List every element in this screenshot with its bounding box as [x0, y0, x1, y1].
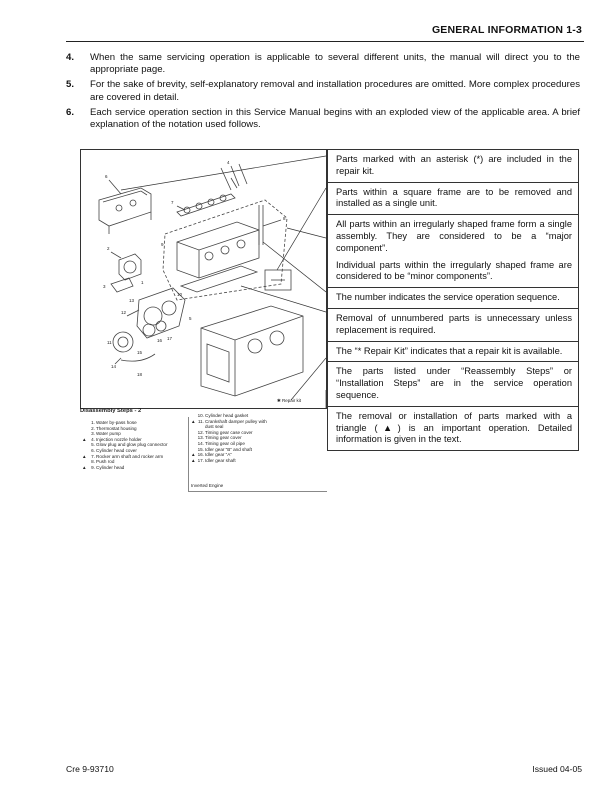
step-text: Water by-pass hose [96, 420, 137, 425]
steps-column-1 [82, 420, 192, 470]
exploded-view-figure [80, 149, 327, 409]
steps-bottom-rule [188, 491, 327, 492]
list-item [66, 107, 580, 131]
list-item-number: 4. [66, 52, 75, 63]
step-number: 4. [91, 436, 95, 442]
caption-reassembly-steps [328, 362, 578, 406]
step-text: Water pump [96, 431, 121, 437]
caption-irregular-frame [328, 215, 578, 288]
part-number-label: 6 [105, 174, 108, 179]
step-number: 17. [197, 457, 204, 463]
step-number: 3. [91, 431, 95, 437]
part-number-label: 17 [167, 336, 173, 341]
step-text: Idler gear “A” [205, 452, 232, 458]
caption-repair-kit-label [328, 342, 578, 363]
steps-divider [188, 417, 189, 491]
part-number-label: 3 [103, 284, 106, 289]
triangle-mark: ▲ [82, 436, 87, 442]
step-number: 16. [197, 452, 204, 458]
step-number: 7. [91, 453, 95, 459]
caption-text: Parts marked with an asterisk (*) are included in the repair kit. [336, 154, 572, 176]
step-number: 12. [197, 429, 204, 435]
part-number-label: 12 [121, 310, 127, 315]
caption-text: The “* Repair Kit” indicates that a repair kit is available. [336, 345, 563, 356]
part-number-label: 2 [107, 246, 110, 251]
page-header-title: GENERAL INFORMATION 1-3 [431, 24, 582, 36]
part-number-label: 15 [137, 350, 143, 355]
notation-captions [327, 149, 579, 451]
caption-square-frame [328, 183, 578, 216]
step-text: Cylinder head [96, 464, 125, 470]
step-text: Glow plug and glow plug connector [96, 442, 168, 448]
step-number: 9. [91, 464, 95, 470]
footer-doc-code: Cre 9-93710 [66, 764, 114, 774]
disassembly-steps [80, 409, 327, 491]
triangle-mark: ▲ [82, 453, 87, 459]
step-text: Idler gear shaft [205, 457, 236, 463]
caption-text: Individual parts within the irregularly shaped frame are considered to be “minor components”. [336, 259, 572, 282]
header-rule [66, 41, 584, 42]
steps-note: Inverted Engine [191, 483, 224, 488]
step-text: Push rod [96, 459, 115, 465]
part-number-label: 10 [177, 292, 183, 297]
part-number-label: 16 [157, 338, 163, 343]
part-number-label: 8 [283, 216, 286, 221]
step-number: 15. [197, 446, 204, 452]
step-text: Timing gear case cover [205, 429, 253, 435]
repair-kit-label: ✱ Repair kit [277, 398, 302, 403]
steps-title: Disassembly Steps - 2 [80, 408, 142, 414]
list-item [66, 52, 580, 76]
caption-text: The removal or installation of parts marked with a triangle (▲) is an important operation. Detailed information is given in the text. [336, 410, 572, 445]
triangle-mark: ▲ [191, 418, 196, 424]
triangle-mark: ▲ [191, 452, 196, 458]
caption-sequence-number [328, 288, 578, 309]
step-number: 1. [91, 420, 95, 425]
list-item-number: 5. [66, 79, 75, 91]
step-number: 8. [91, 459, 95, 465]
triangle-mark: ▲ [191, 457, 196, 463]
part-number-label: 5 [189, 316, 192, 321]
part-number-label: 13 [129, 298, 135, 303]
list-item [66, 79, 580, 103]
caption-text: The parts listed under “Reassembly Steps” or “Installation Steps” are in the service operation sequence. [336, 366, 572, 400]
step-number: 6. [91, 447, 95, 453]
caption-triangle-mark [328, 407, 578, 450]
part-number-label: 11 [107, 340, 112, 345]
step-text: Idler gear “B” and shaft [205, 446, 252, 452]
part-number-label: 18 [137, 372, 143, 377]
step-text: Timing gear cover [205, 435, 242, 441]
step-text: dust seal [205, 424, 224, 430]
footer-issue-date: Issued 04-05 [532, 764, 582, 774]
step-text: Injection nozzle holder [96, 436, 142, 442]
step-text: Rocker arm shaft and rocker arm [96, 453, 164, 459]
step-number: 2. [91, 425, 95, 431]
numbered-list [66, 52, 580, 134]
step-text: Cylinder head gasket [205, 413, 249, 418]
step-number: 11. [197, 418, 204, 424]
caption-text: All parts within an irregularly shaped frame form a single assembly. They are considered to be a “major component”. [336, 219, 572, 253]
step-number: 14. [197, 440, 204, 446]
list-item-text: For the sake of brevity, self-explanatory removal and installation procedures are omitted. More complex procedures are covered in detail. [90, 79, 580, 103]
step-text: Crankshaft damper pulley with [205, 418, 267, 424]
step-number: 13. [197, 435, 204, 441]
step-row [82, 465, 192, 471]
list-item-text: When the same servicing operation is applicable to several different units, the manual will direct you to the appropriate page. [90, 52, 580, 76]
caption-text: Parts within a square frame are to be removed and installed as a single unit. [336, 186, 572, 209]
step-text: Timing gear oil pipe [205, 440, 245, 446]
caption-text: The number indicates the service operation sequence. [336, 292, 560, 303]
part-number-label: 7 [171, 200, 174, 205]
part-number-label: 9 [161, 242, 164, 247]
caption-unnumbered-parts [328, 309, 578, 342]
caption-text: Removal of unnumbered parts is unnecessary unless replacement is required. [336, 312, 572, 335]
step-text: Thermostat housing [96, 425, 137, 431]
part-number-label: 4 [227, 160, 230, 165]
step-text: Cylinder head cover [96, 447, 137, 453]
part-number-label: 1 [141, 280, 144, 285]
triangle-mark: ▲ [82, 464, 87, 470]
step-row [191, 458, 299, 464]
steps-column-2 [191, 413, 299, 463]
engine-exploded-drawing [81, 150, 326, 408]
list-item-number: 6. [66, 106, 75, 118]
list-item-text: Each service operation section in this Service Manual begins with an exploded view of the applicable area. A brief explanation of the notation used follows. [90, 106, 580, 131]
caption-asterisk-repair-kit [328, 150, 578, 183]
step-number: 10. [197, 413, 204, 418]
part-number-label: 14 [111, 364, 117, 369]
step-number: 5. [91, 442, 95, 448]
